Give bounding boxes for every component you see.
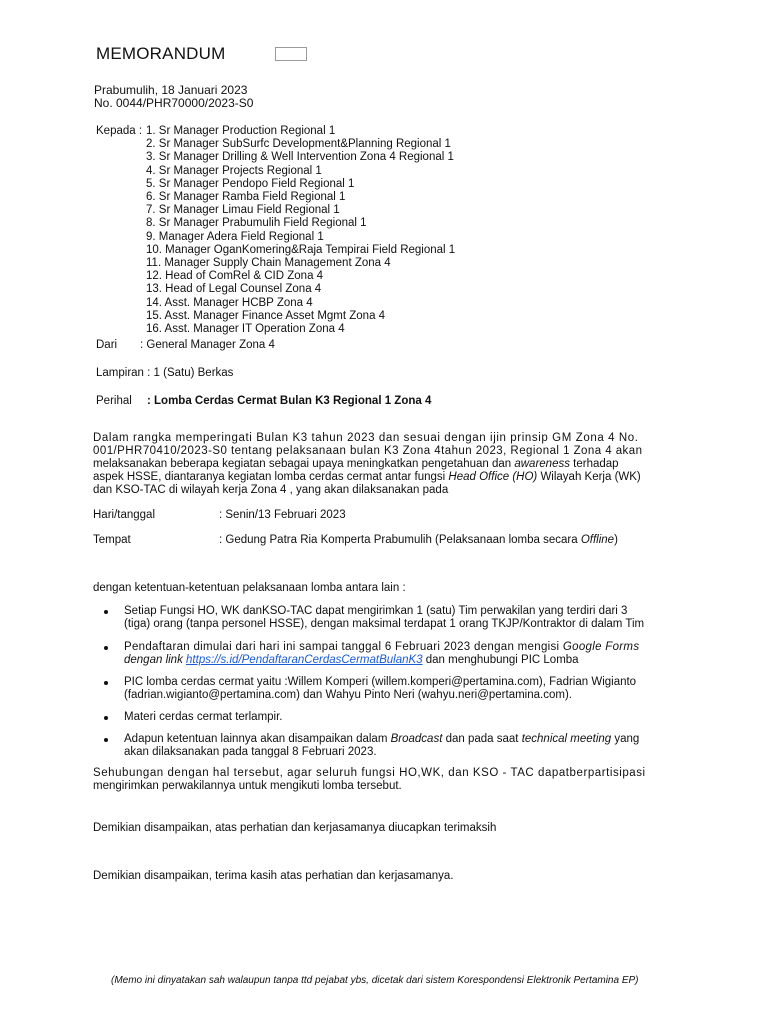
bullet-dot xyxy=(104,716,108,720)
bullet-dot xyxy=(104,738,108,742)
recipient-item: 11. Manager Supply Chain Management Zona 4 xyxy=(146,257,391,270)
recipient-item: 1. Sr Manager Production Regional 1 xyxy=(146,125,336,137)
recipient-item: 2. Sr Manager SubSurfc Development&Planning Regional 1 xyxy=(146,138,451,151)
memo-title: MEMORANDUM xyxy=(96,44,226,63)
hari-label: Hari/tanggal xyxy=(93,509,156,521)
registration-link[interactable]: https://s.id/PendaftaranCerdasCermatBulanK3 xyxy=(186,654,423,667)
perihal-label: Perihal xyxy=(96,395,132,407)
hari-value: : Senin/13 Februari 2023 xyxy=(219,509,346,521)
para1-line1: Dalam rangka memperingati Bulan K3 tahun 2023 dan sesuai dengan ijin prinsip GM Zona 4 No. xyxy=(93,432,639,444)
title-box xyxy=(275,47,307,61)
closing-1: Demikian disampaikan, atas perhatian dan kerjasamanya diucapkan terimaksih xyxy=(93,822,497,834)
recipient-item: 10. Manager OganKomering&Raja Tempirai Field Regional 1 xyxy=(146,243,456,256)
kepada-label: Kepada : xyxy=(96,125,143,137)
recipient-list xyxy=(146,125,455,336)
recipient-item: 15. Asst. Manager Finance Asset Mgmt Zona 4 xyxy=(146,309,386,322)
bullet-dot xyxy=(104,610,108,614)
bullet-dot xyxy=(104,646,108,650)
para2-line2: mengirimkan perwakilannya untuk mengikuti lomba tersebut. xyxy=(93,780,402,792)
recipient-item: 8. Sr Manager Prabumulih Field Regional 1 xyxy=(146,217,367,230)
recipient-item: 4. Sr Manager Projects Regional 1 xyxy=(146,164,322,177)
recipient-item: 14. Asst. Manager HCBP Zona 4 xyxy=(146,296,313,309)
recipient-item: 9. Manager Adera Field Regional 1 xyxy=(146,230,324,243)
perihal-value: : Lomba Cerdas Cermat Bulan K3 Regional 1 Zona 4 xyxy=(147,395,432,407)
recipient-item: 13. Head of Legal Counsel Zona 4 xyxy=(146,283,322,296)
place-date: Prabumulih, 18 Januari 2023 xyxy=(94,83,248,97)
para2-line1: Sehubungan dengan hal tersebut, agar seluruh fungsi HO,WK, dan KSO - TAC dapatberpartisipasi xyxy=(93,767,646,779)
lampiran: Lampiran : 1 (Satu) Berkas xyxy=(96,367,234,379)
recipient-item: 6. Sr Manager Ramba Field Regional 1 xyxy=(146,191,346,204)
para1-line4: aspek HSSE, diantaranya kegiatan lomba cerdas cermat antar fungsi Head Office (HO) Wilayah Kerja (WK) xyxy=(93,471,641,483)
dari-value: : General Manager Zona 4 xyxy=(140,339,275,351)
tempat-value: : Gedung Patra Ria Komperta Prabumulih (Pelaksanaan lomba secara Offline) xyxy=(219,534,618,546)
recipient-item: 12. Head of ComRel & CID Zona 4 xyxy=(146,270,324,283)
para1-line5: dan KSO-TAC di wilayah kerja Zona 4 , yang akan dilaksanakan pada xyxy=(93,484,449,496)
memo-number: No. 0044/PHR70000/2023-S0 xyxy=(94,96,254,110)
footer-note: (Memo ini dinyatakan sah walaupun tanpa ttd pejabat ybs, dicetak dari sistem Korespondensi Elektronik Pertamina EP) xyxy=(111,975,639,986)
para1-line2: 001/PHR70410/2023-S0 tentang pelaksanaan bulan K3 Zona 4tahun 2023, Regional 1 Zona 4 akan xyxy=(93,445,643,457)
recipient-item: 3. Sr Manager Drilling & Well Intervention Zona 4 Regional 1 xyxy=(146,151,454,164)
recipient-item: 5. Sr Manager Pendopo Field Regional 1 xyxy=(146,177,355,190)
tempat-label: Tempat xyxy=(93,534,131,546)
bullet-dot xyxy=(104,681,108,685)
para1-line3: melaksanakan beberapa kegiatan sebagai upaya meningkatkan pengetahuan dan awareness terhadap xyxy=(93,458,619,470)
recipient-item: 7. Sr Manager Limau Field Regional 1 xyxy=(146,204,340,217)
closing-2: Demikian disampaikan, terima kasih atas perhatian dan kerjasamanya. xyxy=(93,870,454,882)
dari-label: Dari xyxy=(96,339,118,351)
ketentuan-intro: dengan ketentuan-ketentuan pelaksanaan lomba antara lain : xyxy=(93,582,406,594)
recipient-item: 16. Asst. Manager IT Operation Zona 4 xyxy=(146,323,345,336)
